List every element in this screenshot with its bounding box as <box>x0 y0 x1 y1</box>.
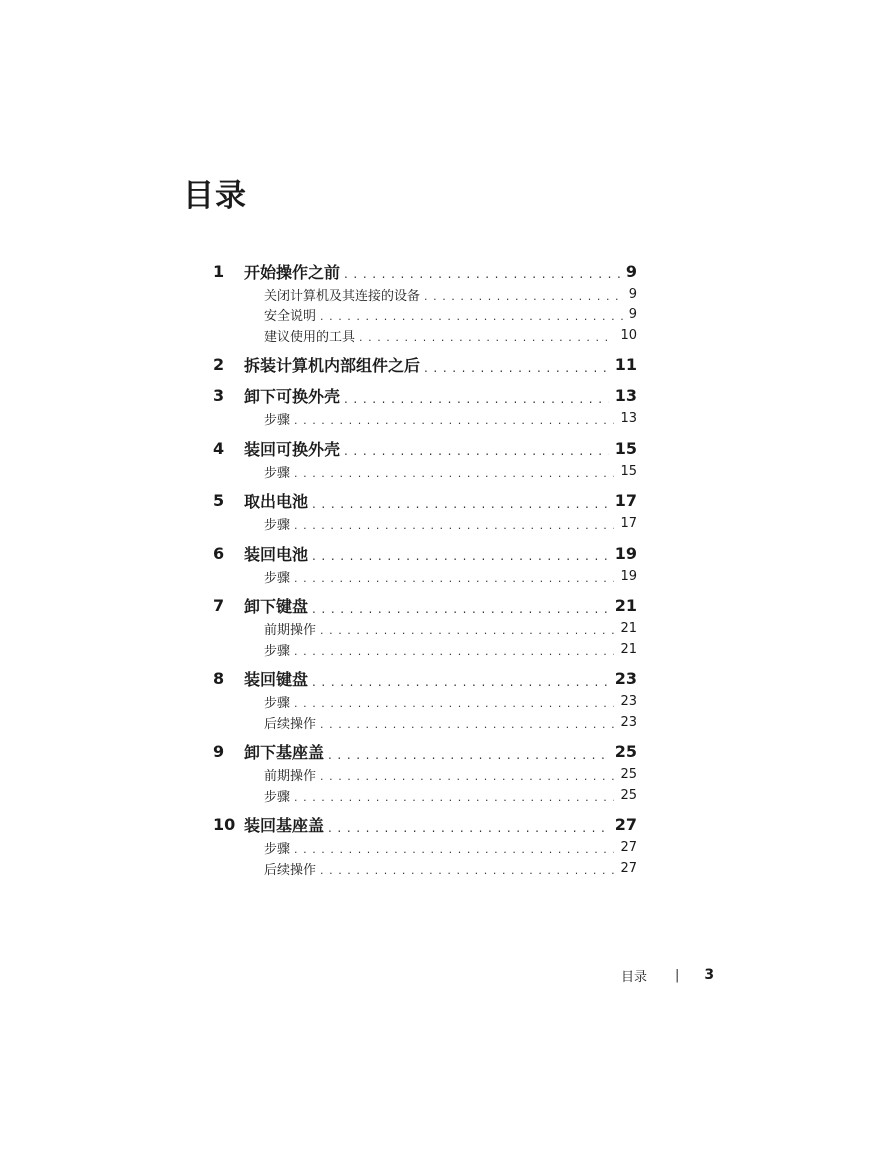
dot-leader <box>290 466 614 482</box>
chapter-page-number: 9 <box>625 261 637 281</box>
section-page-number: 23 <box>620 694 637 710</box>
section-page-number: 9 <box>628 286 637 302</box>
toc-section-entry[interactable] <box>213 765 637 786</box>
toc-chapter <box>213 813 637 879</box>
toc-section-list <box>213 619 637 660</box>
toc-section-list <box>213 284 637 346</box>
section-page-number: 21 <box>620 641 637 657</box>
toc-section-list <box>213 409 637 430</box>
toc-section-list <box>213 461 637 482</box>
section-title: 安全说明 <box>264 309 317 325</box>
section-page-number: 15 <box>620 463 637 479</box>
toc-section-list <box>213 514 637 535</box>
section-title: 步骤 <box>264 643 291 659</box>
toc-chapter-entry[interactable] <box>213 353 637 377</box>
chapter-number: 2 <box>213 355 225 374</box>
footer-page-number: 3 <box>704 967 715 983</box>
chapter-number: 4 <box>213 438 225 458</box>
section-title: 后续操作 <box>264 716 317 732</box>
toc-section-list <box>213 838 637 879</box>
section-page-number: 13 <box>620 411 637 427</box>
toc-chapter-entry[interactable] <box>213 667 637 691</box>
section-title: 步骤 <box>264 570 291 586</box>
chapter-page-number: 15 <box>614 438 637 458</box>
section-title: 步骤 <box>264 789 291 805</box>
dot-leader <box>340 390 609 408</box>
section-title: 关闭计算机及其连接的设备 <box>264 288 421 304</box>
dot-leader <box>420 359 609 377</box>
section-title: 后续操作 <box>264 862 317 878</box>
chapter-page-number: 11 <box>614 355 637 374</box>
section-page-number: 19 <box>620 568 637 584</box>
toc-chapter <box>213 353 637 377</box>
dot-leader <box>308 547 609 565</box>
dot-leader <box>308 495 609 513</box>
toc-chapter-entry[interactable] <box>213 489 637 513</box>
chapter-number: 5 <box>213 491 225 510</box>
section-page-number: 27 <box>620 860 637 876</box>
footer-separator: | <box>675 967 680 983</box>
chapter-title: 卸下基座盖 <box>244 743 325 762</box>
chapter-number: 7 <box>213 596 225 615</box>
chapter-page-number: 21 <box>614 596 637 615</box>
page-footer <box>621 964 714 986</box>
section-title: 建议使用的工具 <box>264 329 356 345</box>
chapter-number: 3 <box>213 386 225 405</box>
chapter-page-number: 23 <box>614 669 637 688</box>
toc-chapter-entry[interactable] <box>213 594 637 618</box>
toc-section-list <box>213 765 637 806</box>
toc-chapter <box>213 667 637 733</box>
toc-section-entry[interactable] <box>213 514 637 535</box>
toc-chapter-entry[interactable] <box>213 541 637 565</box>
dot-leader <box>290 644 614 660</box>
table-of-contents <box>213 259 637 881</box>
toc-section-entry[interactable] <box>213 461 637 482</box>
section-page-number: 27 <box>620 840 637 856</box>
section-title: 步骤 <box>264 518 291 534</box>
toc-chapter-entry[interactable] <box>213 436 637 460</box>
chapter-page-number: 19 <box>614 543 637 563</box>
toc-chapter <box>213 740 637 806</box>
toc-chapter <box>213 489 637 535</box>
dot-leader <box>290 413 614 429</box>
dot-leader <box>308 673 609 691</box>
chapter-title: 开始操作之前 <box>244 262 341 282</box>
dot-leader <box>316 623 614 639</box>
chapter-number: 1 <box>213 261 225 281</box>
dot-leader <box>420 289 623 305</box>
toc-section-entry[interactable] <box>213 325 637 346</box>
section-title: 步骤 <box>264 413 291 429</box>
toc-section-list <box>213 566 637 587</box>
chapter-title: 卸下键盘 <box>244 597 309 616</box>
section-page-number: 25 <box>620 767 637 783</box>
chapter-title: 卸下可换外壳 <box>244 387 341 406</box>
toc-chapter-entry[interactable] <box>213 813 637 837</box>
dot-leader <box>290 842 614 858</box>
chapter-title: 装回基座盖 <box>244 816 325 835</box>
dot-leader <box>316 769 614 785</box>
chapter-title: 拆装计算机内部组件之后 <box>244 356 421 375</box>
section-page-number: 23 <box>620 714 637 730</box>
chapter-page-number: 13 <box>614 386 637 405</box>
chapter-number: 6 <box>213 543 225 563</box>
chapter-page-number: 17 <box>614 491 637 510</box>
chapter-title: 装回可换外壳 <box>244 439 341 459</box>
dot-leader <box>316 309 623 325</box>
section-title: 步骤 <box>264 842 291 858</box>
chapter-page-number: 25 <box>614 742 637 761</box>
toc-section-entry[interactable] <box>213 692 637 713</box>
dot-leader <box>324 819 609 837</box>
toc-chapter-entry[interactable] <box>213 384 637 408</box>
section-page-number: 25 <box>620 787 637 803</box>
toc-section-entry[interactable] <box>213 639 637 660</box>
dot-leader <box>324 746 609 764</box>
toc-chapter <box>213 259 637 346</box>
toc-section-entry[interactable] <box>213 305 637 326</box>
dot-leader <box>290 790 614 806</box>
footer-label: 目录 <box>621 969 648 985</box>
chapter-title: 取出电池 <box>244 492 309 511</box>
toc-section-entry[interactable] <box>213 566 637 587</box>
toc-chapter-entry[interactable] <box>213 259 637 283</box>
toc-chapter <box>213 436 637 482</box>
toc-chapter <box>213 594 637 660</box>
toc-section-entry[interactable] <box>213 712 637 733</box>
section-title: 步骤 <box>264 465 291 481</box>
chapter-page-number: 27 <box>614 815 637 834</box>
toc-section-entry[interactable] <box>213 284 637 305</box>
section-title: 前期操作 <box>264 623 317 639</box>
toc-section-entry[interactable] <box>213 619 637 640</box>
chapter-number: 8 <box>213 669 225 688</box>
dot-leader <box>290 518 614 534</box>
dot-leader <box>290 571 614 587</box>
section-title: 前期操作 <box>264 769 317 785</box>
toc-chapter-entry[interactable] <box>213 740 637 764</box>
chapter-number: 10 <box>213 815 236 834</box>
toc-section-entry[interactable] <box>213 858 637 879</box>
section-page-number: 9 <box>628 307 637 323</box>
chapter-number: 9 <box>213 742 225 761</box>
toc-section-entry[interactable] <box>213 409 637 430</box>
section-page-number: 21 <box>620 621 637 637</box>
dot-leader <box>340 265 620 283</box>
toc-section-entry[interactable] <box>213 838 637 859</box>
page-title: 目录 <box>183 178 247 214</box>
chapter-title: 装回键盘 <box>244 670 309 689</box>
toc-chapter <box>213 384 637 430</box>
section-page-number: 17 <box>620 516 637 532</box>
section-title: 步骤 <box>264 696 291 712</box>
dot-leader <box>316 863 614 879</box>
dot-leader <box>340 442 609 460</box>
chapter-title: 装回电池 <box>244 544 309 564</box>
dot-leader <box>290 696 614 712</box>
dot-leader <box>316 717 614 733</box>
toc-section-list <box>213 692 637 733</box>
section-page-number: 10 <box>620 327 637 343</box>
toc-chapter <box>213 541 637 587</box>
dot-leader <box>308 600 609 618</box>
toc-section-entry[interactable] <box>213 785 637 806</box>
dot-leader <box>355 330 614 346</box>
